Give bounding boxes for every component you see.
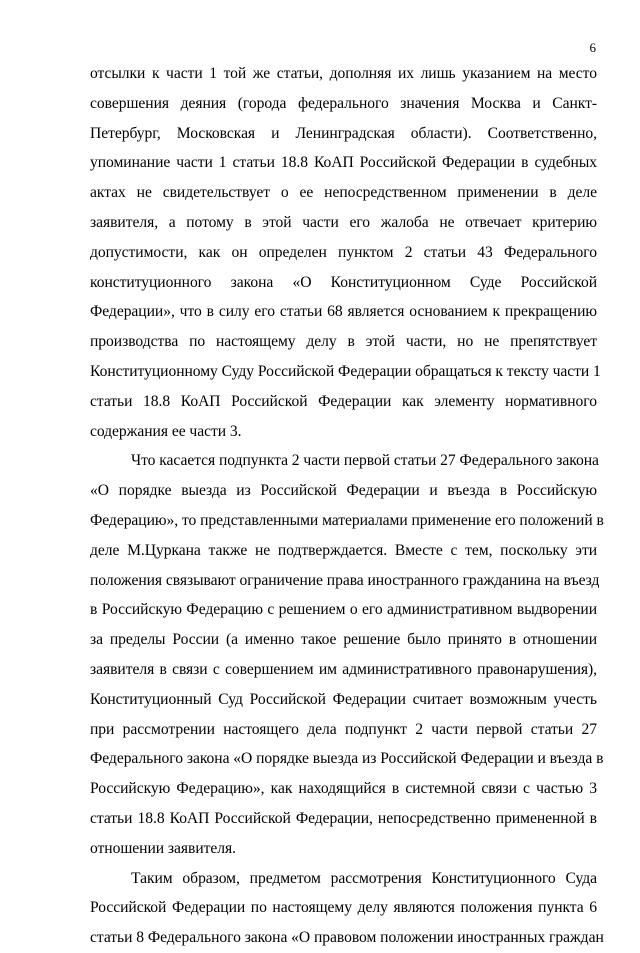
text-line: Федерации», что в силу его статьи 68 является основанием к прекращению bbox=[90, 303, 597, 321]
text-line: статьи 18.8 КоАП Российской Федерации как элементу нормативного bbox=[90, 392, 597, 410]
text-line: Российской Федерации по настоящему делу являются положения пункта 6 bbox=[90, 899, 597, 917]
text-line: конституционного закона «О Конституционном Суде Российской bbox=[90, 273, 597, 291]
paragraph bbox=[90, 446, 604, 863]
text-line: в Российскую Федерацию с решением о его административном выдворении bbox=[90, 601, 597, 619]
text-line: Российскую Федерацию», как находящийся в системной связи с частью 3 bbox=[90, 780, 597, 798]
text-line: Петербург, Московская и Ленинградская области). Соответственно, bbox=[90, 124, 597, 142]
text-line: производства по настоящему делу в этой части, но не препятствует bbox=[90, 333, 597, 351]
text-line: Конституционный Суд Российской Федерации считает возможным учесть bbox=[90, 690, 597, 708]
text-line: допустимости, как он определен пунктом 2 статьи 43 Федерального bbox=[90, 243, 597, 261]
text-line: за пределы России (а именно такое решение было принято в отношении bbox=[90, 631, 597, 649]
text-line: «О порядке выезда из Российской Федерации и въезда в Российскую bbox=[90, 482, 597, 500]
text-line: Таким образом, предметом рассмотрения Конституционного Суда bbox=[131, 869, 597, 887]
text-line: при рассмотрении настоящего дела подпункт 2 части первой статьи 27 bbox=[90, 720, 597, 738]
page-number: 6 bbox=[589, 40, 596, 55]
text-line: отношении заявителя. bbox=[90, 839, 236, 857]
text-line: Что касается подпункта 2 части первой статьи 27 Федерального закона bbox=[131, 452, 599, 470]
text-line: Федерального закона «О порядке выезда из Российской Федерации и въезда в bbox=[90, 750, 604, 768]
text-line: упоминание части 1 статьи 18.8 КоАП Российской Федерации в судебных bbox=[90, 154, 597, 172]
text-line: статьи 8 Федерального закона «О правовом положении иностранных граждан bbox=[90, 929, 604, 947]
document-body bbox=[90, 59, 604, 953]
text-line: положения связывают ограничение права иностранного гражданина на въезд bbox=[90, 571, 600, 589]
text-line: заявителя, а потому в этой части его жалоба не отвечает критерию bbox=[90, 213, 597, 231]
text-line: Федерацию», то представленными материалами применение его положений в bbox=[90, 511, 604, 529]
text-line: Конституционному Суду Российской Федерации обращаться к тексту части 1 bbox=[90, 362, 601, 380]
text-line: содержания ее части 3. bbox=[90, 422, 242, 440]
paragraph bbox=[90, 59, 601, 446]
text-line: совершения деяния (города федерального значения Москва и Санкт- bbox=[90, 94, 597, 112]
text-line: статьи 18.8 КоАП Российской Федерации, непосредственно примененной в bbox=[90, 809, 597, 827]
text-line: деле М.Цуркана также не подтверждается. Вместе с тем, поскольку эти bbox=[90, 541, 597, 559]
text-line: актах не свидетельствует о ее непосредственном применении в деле bbox=[90, 184, 597, 202]
paragraph bbox=[90, 864, 604, 953]
text-line: заявителя в связи с совершением им административного правонарушения), bbox=[90, 660, 597, 678]
text-line: отсылки к части 1 той же статьи, дополняя их лишь указанием на место bbox=[90, 65, 597, 82]
